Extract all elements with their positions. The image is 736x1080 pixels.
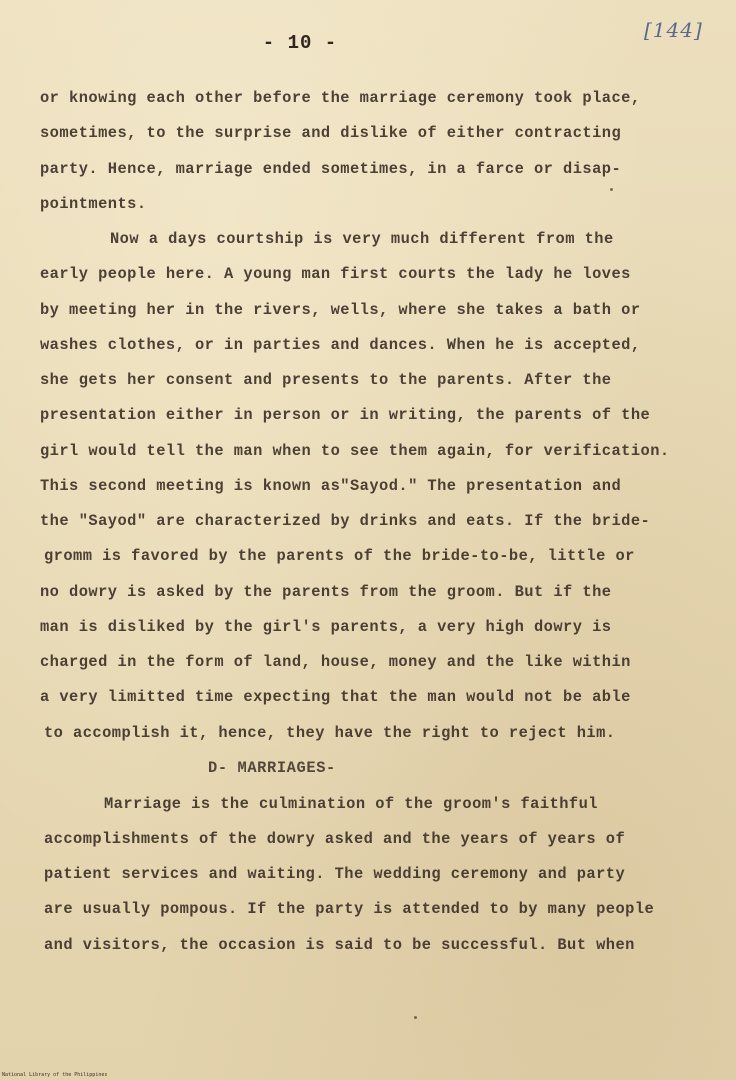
text-line: party. Hence, marriage ended sometimes, in a farce or disap- [40,160,622,178]
page-number: - 10 - [262,32,338,54]
text-line: are usually pompous. If the party is attended to by many people [44,900,655,918]
ink-speck [414,1016,417,1019]
text-line: man is disliked by the girl's parents, a very high dowry is [40,618,612,636]
text-line: by meeting her in the rivers, wells, where she takes a bath or [40,301,641,319]
text-line: Marriage is the culmination of the groom's faithful [104,795,598,813]
text-line: patient services and waiting. The wedding ceremony and party [44,865,626,883]
ink-speck [610,188,613,191]
text-line: the "Sayod" are characterized by drinks and eats. If the bride- [40,512,651,530]
text-line: presentation either in person or in writing, the parents of the [40,406,651,424]
text-line: sometimes, to the surprise and dislike of either contracting [40,124,622,142]
text-line: and visitors, the occasion is said to be successful. But when [44,936,635,954]
text-line: girl would tell the man when to see them again, for verification. [40,442,670,460]
text-line: to accomplish it, hence, they have the right to reject him. [44,724,616,742]
text-line: she gets her consent and presents to the parents. After the [40,371,612,389]
text-line: washes clothes, or in parties and dances. When he is accepted, [40,336,641,354]
text-line: no dowry is asked by the parents from the groom. But if the [40,583,612,601]
footer-label: National Library of the Philippines [2,1072,108,1078]
handwritten-page-mark: [144] [644,18,703,42]
text-line: gromm is favored by the parents of the bride-to-be, little or [44,547,635,565]
text-line: early people here. A young man first courts the lady he loves [40,265,631,283]
text-line: a very limitted time expecting that the man would not be able [40,688,631,706]
text-line: This second meeting is known as"Sayod." The presentation and [40,477,622,495]
text-line: Now a days courtship is very much different from the [110,230,614,248]
text-line: accomplishments of the dowry asked and the years of years of [44,830,626,848]
text-line: pointments. [40,195,147,213]
section-heading: D- MARRIAGES- [208,759,336,777]
text-line: or knowing each other before the marriage ceremony took place, [40,89,641,107]
text-line: charged in the form of land, house, money and the like within [40,653,631,671]
